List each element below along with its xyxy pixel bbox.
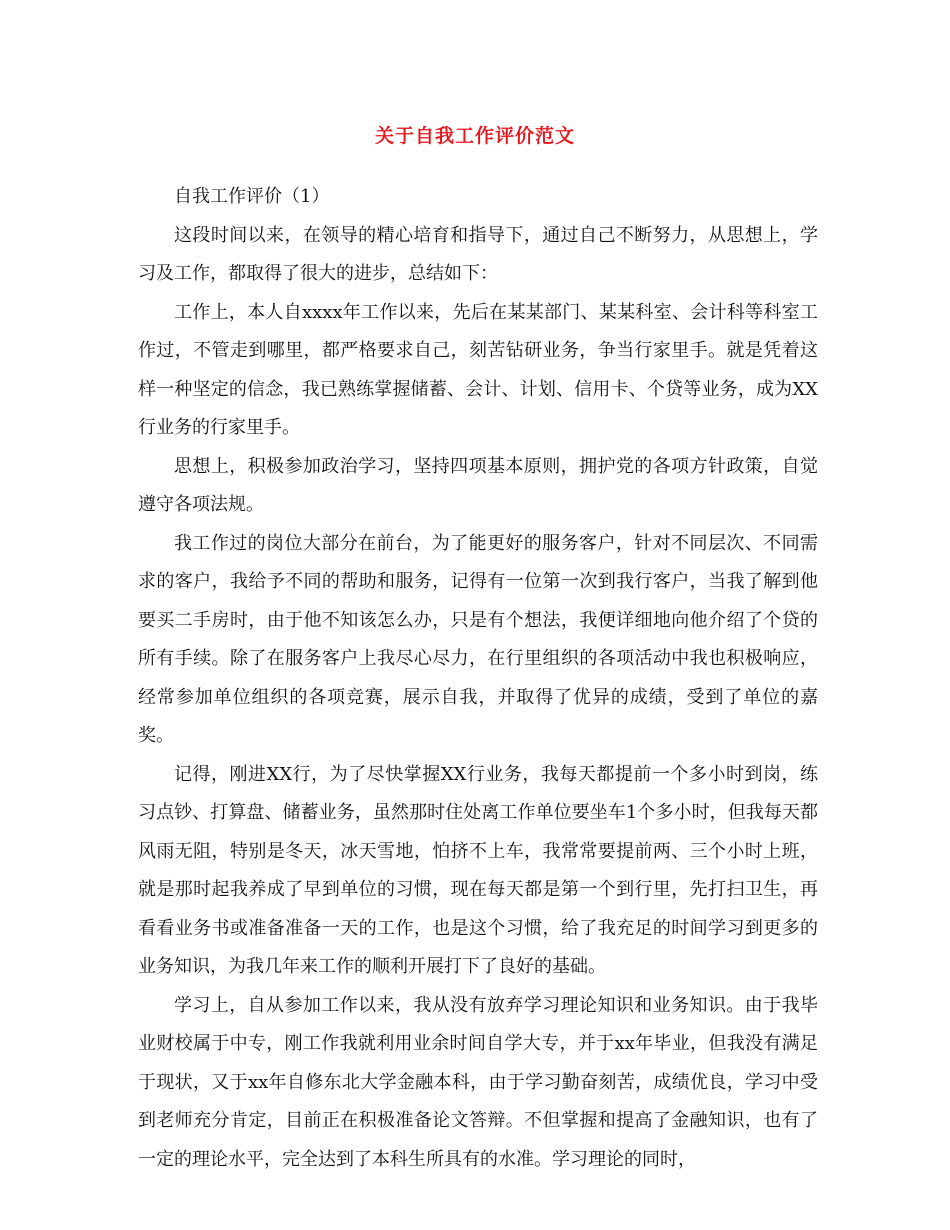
paragraph-heading: 自我工作评价（1） bbox=[174, 186, 330, 207]
paragraph: 记得，刚进XX行，为了尽快掌握XX行业务，我每天都提前一个多小时到岗，练习点钞、打算盘、储蓄业务，虽然那时住处离工作单位要坐车1个多小时，但我每天都风雨无阻，特别是冬天，冰天雪地，怕挤不上车，我常常要提前两、三个小时上班，就是那时起我养成了早到单位的习惯，现在每天都是第一个到行里，先打扫卫生，再看看业务书或准备准备一天的工作，也是这个习惯，给了我充足的时间学习到更多的业务知识，为我几年来工作的顺利开展打下了良好的基础。 bbox=[138, 763, 818, 977]
paragraph: 学习上，自从参加工作以来，我从没有放弃学习理论知识和业务知识。由于我毕业财校属于中专，刚工作我就利用业余时间自学大专，并于xx年毕业，但我没有满足于现状，又于xx年自修东北大学金融本科，由于学习勤奋刻苦，成绩优良，学习中受到老师充分肯定，目前正在积极准备论文答辩。不但掌握和提高了金融知识，也有了一定的理论水平，完全达到了本科生所具有的水准。学习理论的同时， bbox=[138, 994, 818, 1170]
paragraph: 工作上，本人自xxxx年工作以来，先后在某某部门、某某科室、会计科等科室工作过，不管走到哪里，都严格要求自己，刻苦钻研业务，争当行家里手。就是凭着这样一种坚定的信念，我已熟练掌握储蓄、会计、计划、信用卡、个贷等业务，成为XX行业务的行家里手。 bbox=[138, 301, 818, 438]
document-body bbox=[138, 178, 818, 1179]
paragraph: 这段时间以来，在领导的精心培育和指导下，通过自己不断努力，从思想上，学习及工作，都取得了很大的进步，总结如下： bbox=[138, 224, 818, 284]
document-title: 关于自我工作评价范文 bbox=[374, 125, 575, 147]
paragraph: 我工作过的岗位大部分在前台，为了能更好的服务客户，针对不同层次、不同需求的客户，我给予不同的帮助和服务，记得有一位第一次到我行客户，当我了解到他要买二手房时，由于他不知该怎么办，只是有个想法，我便详细地向他介绍了个贷的所有手续。除了在服务客户上我尽心尽力，在行里组织的各项活动中我也积极响应，经常参加单位组织的各项竞赛，展示自我，并取得了优异的成绩，受到了单位的嘉奖。 bbox=[138, 532, 818, 746]
paragraph: 思想上，积极参加政治学习，坚持四项基本原则，拥护党的各项方针政策，自觉遵守各项法规。 bbox=[138, 455, 818, 515]
